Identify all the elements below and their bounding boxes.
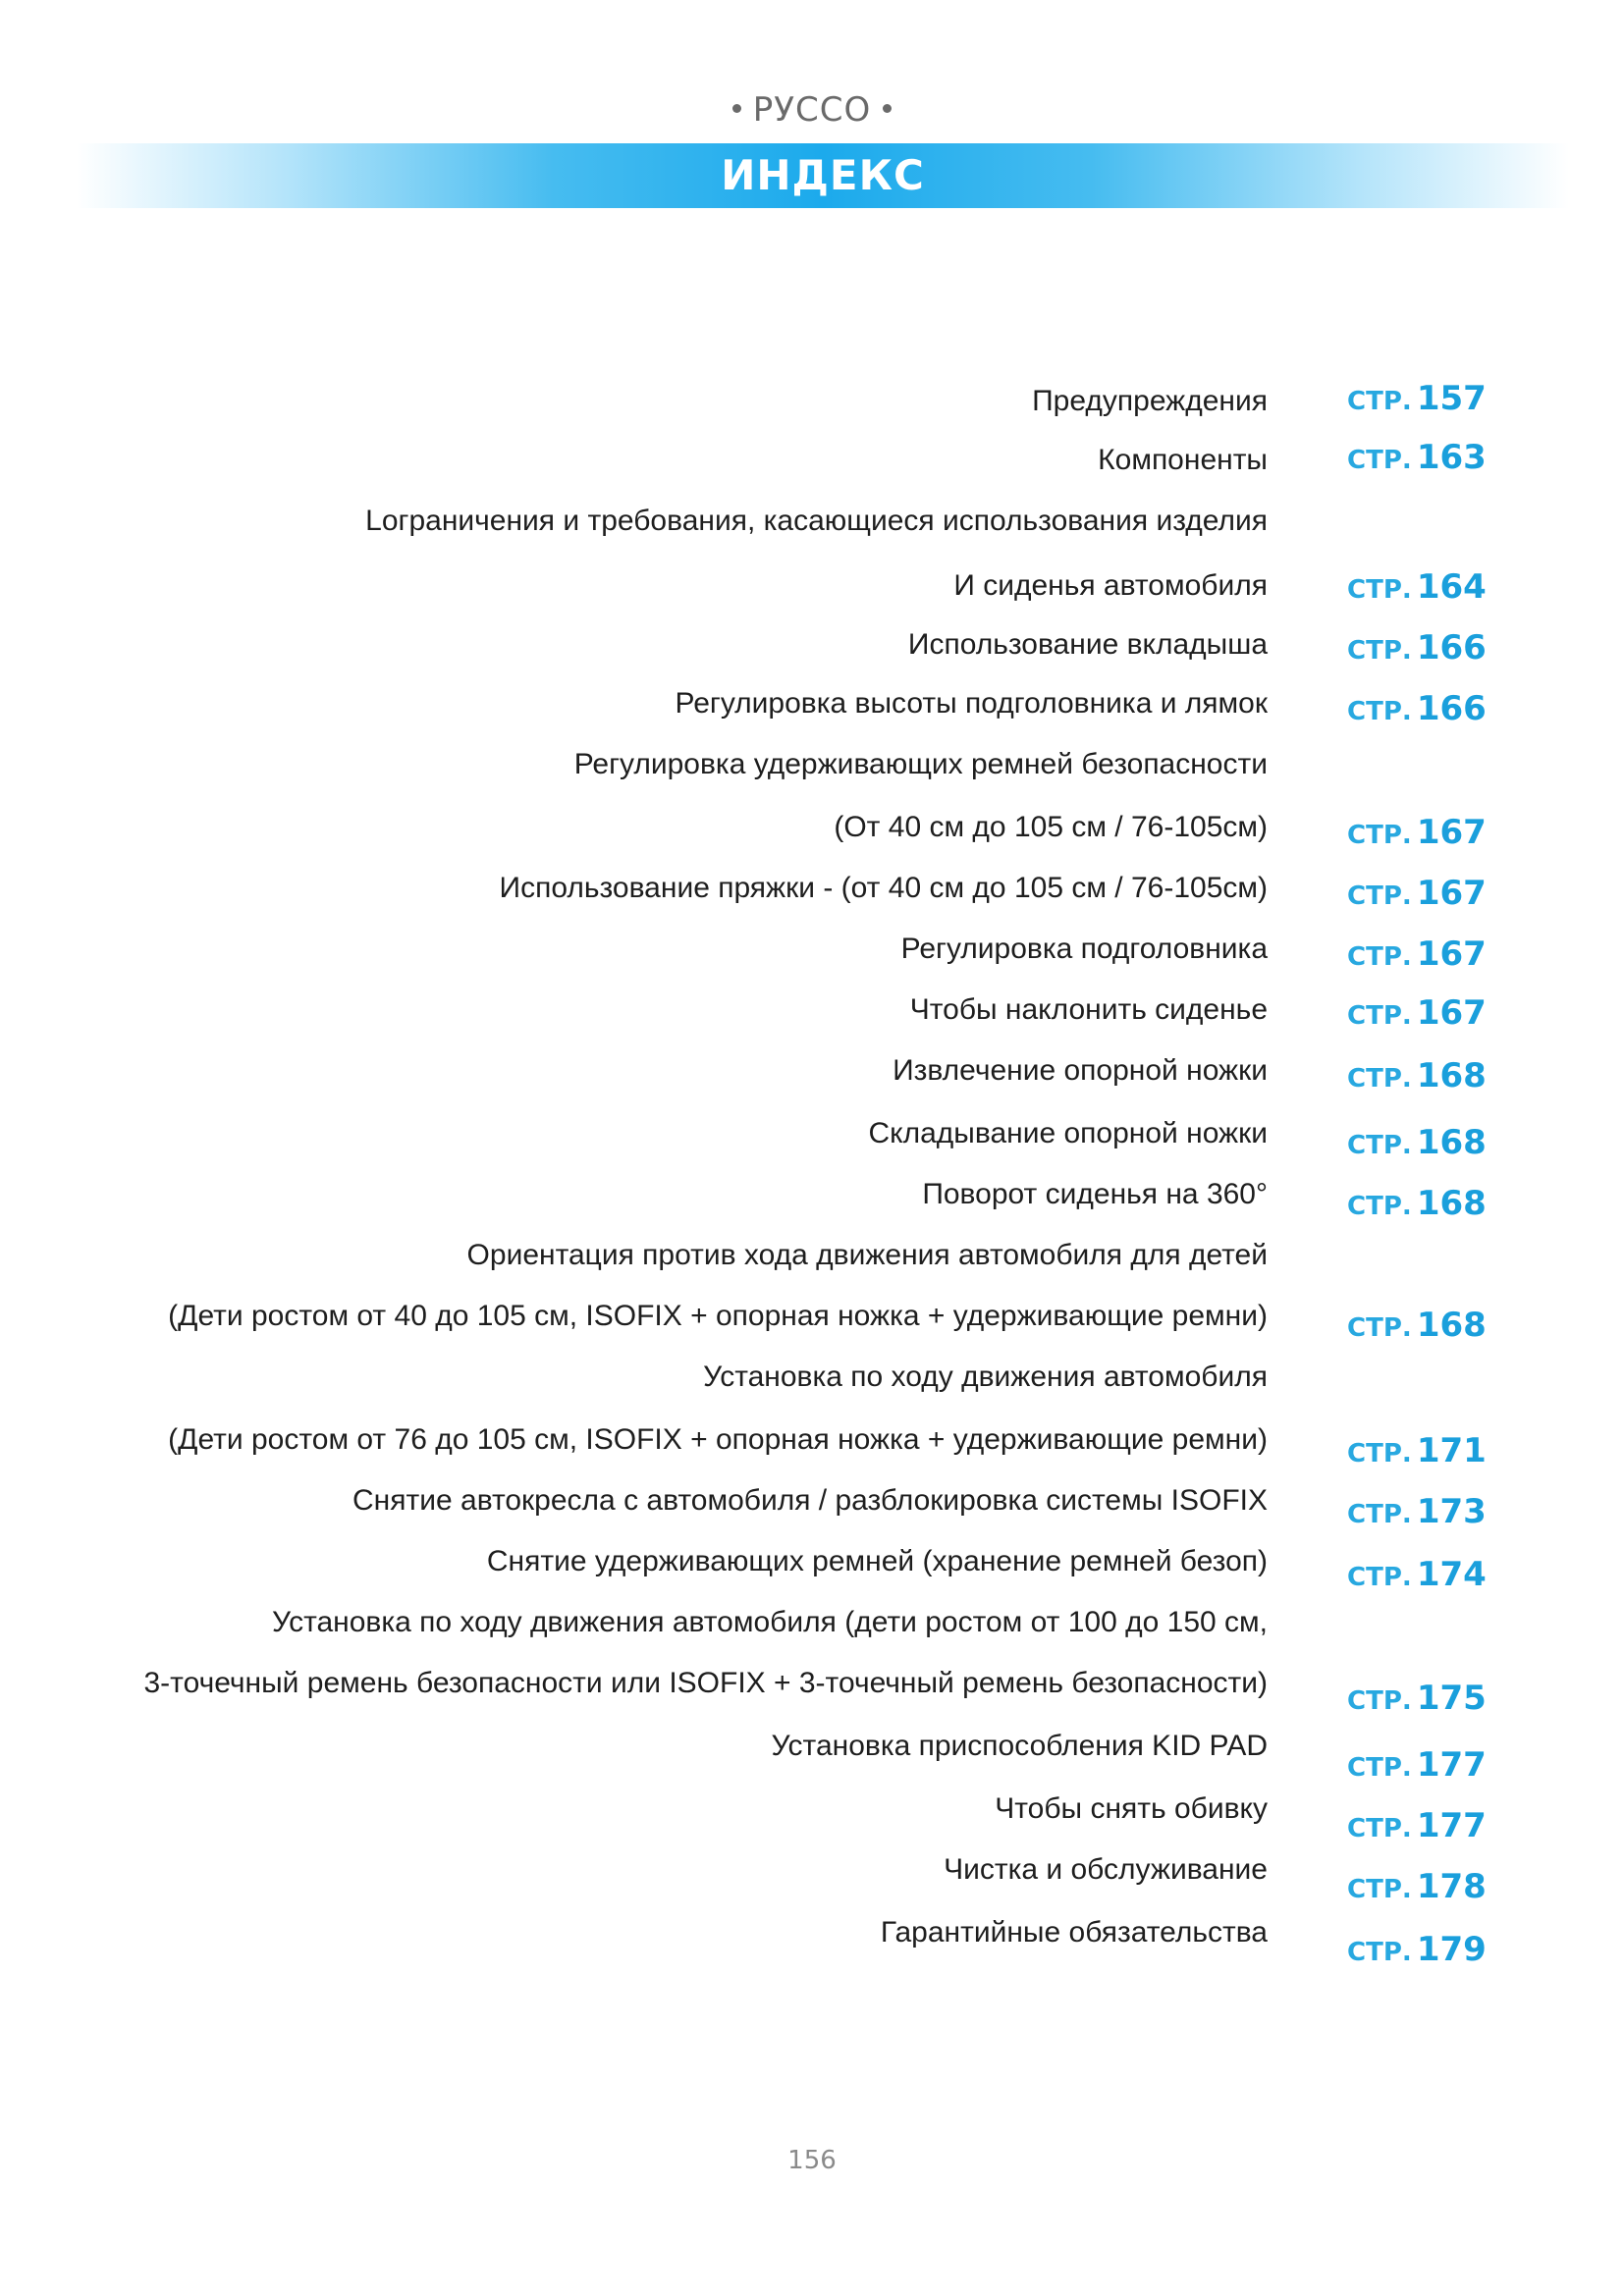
toc-entry-page — [1347, 874, 1487, 913]
toc-entry-label: Предупреждения — [1032, 385, 1268, 417]
toc-entry-page — [1347, 567, 1487, 607]
toc-entry-page — [1347, 934, 1487, 974]
page-number-ref: 173 — [1416, 1492, 1487, 1531]
toc-entry-label: Регулировка удерживающих ремней безопасности — [573, 748, 1268, 780]
toc-entry-label: Ориентация против хода движения автомобиля для детей — [466, 1239, 1268, 1271]
page-number-ref: 164 — [1416, 567, 1487, 607]
page-number-ref: 166 — [1416, 689, 1487, 728]
toc-entry-label: Компоненты — [1098, 444, 1268, 476]
toc-entry-label: (Дети ростом от 76 до 105 см, ISOFIX + опорная ножка + удерживающие ремни) — [168, 1423, 1268, 1456]
toc-entry-page — [1347, 379, 1487, 418]
toc-entry-label: Lограничения и требования, касающиеся использования изделия — [365, 505, 1268, 537]
toc-entry-label: И сиденья автомобиля — [953, 569, 1268, 602]
toc-entry-label: Чтобы наклонить сиденье — [909, 993, 1268, 1026]
page-number-ref: 167 — [1416, 874, 1487, 913]
page-number-ref: 179 — [1416, 1930, 1487, 1969]
page-number-ref: 177 — [1416, 1806, 1487, 1845]
page-prefix: СТР. — [1347, 387, 1412, 416]
page-prefix: СТР. — [1347, 1064, 1412, 1094]
page-number-ref: 157 — [1416, 379, 1487, 418]
page-prefix: СТР. — [1347, 881, 1412, 911]
page-prefix: СТР. — [1347, 1439, 1412, 1468]
toc-entry-page — [1347, 1056, 1487, 1095]
page-prefix: СТР. — [1347, 1192, 1412, 1221]
page-number: 156 — [787, 2146, 837, 2175]
page-number-ref: 168 — [1416, 1184, 1487, 1223]
toc-entry-page — [1347, 1867, 1487, 1906]
page-number-ref: 174 — [1416, 1555, 1487, 1594]
toc-entry-label: (Дети ростом от 40 до 105 см, ISOFIX + опорная ножка + удерживающие ремни) — [168, 1300, 1268, 1332]
page-number-ref: 177 — [1416, 1745, 1487, 1785]
toc-entry-label: Использование вкладыша — [907, 628, 1268, 661]
toc-entry-label: Снятие удерживающих ремней (хранение ремней безоп) — [486, 1545, 1268, 1577]
page-prefix: СТР. — [1347, 446, 1412, 475]
toc-entry-label: Гарантийные обязательства — [880, 1916, 1268, 1949]
page-prefix: СТР. — [1347, 575, 1412, 605]
toc-entry-page — [1347, 1123, 1487, 1162]
toc-entry-label: Чистка и обслуживание — [944, 1853, 1268, 1886]
page-prefix: СТР. — [1347, 1753, 1412, 1783]
toc-entry-page — [1347, 1806, 1487, 1845]
page-prefix: СТР. — [1347, 1500, 1412, 1529]
toc-entry-page — [1347, 1184, 1487, 1223]
page-number-ref: 167 — [1416, 934, 1487, 974]
page-number-ref: 171 — [1416, 1431, 1487, 1470]
toc-entry-label: (От 40 см до 105 см / 76-105см) — [834, 811, 1268, 843]
toc-entry-label: Складывание опорной ножки — [868, 1117, 1268, 1149]
toc-entry-label: Извлечение опорной ножки — [893, 1054, 1268, 1087]
page-number-ref: 163 — [1416, 438, 1487, 477]
toc-entry-page — [1347, 438, 1487, 477]
page-prefix: СТР. — [1347, 1938, 1412, 1967]
toc-entry-label: Поворот сиденья на 360° — [922, 1178, 1268, 1210]
page-title: ИНДЕКС — [721, 151, 925, 199]
page-number-ref: 166 — [1416, 628, 1487, 667]
page-number-ref: 168 — [1416, 1123, 1487, 1162]
page-number-ref: 168 — [1416, 1306, 1487, 1345]
page-number-ref: 167 — [1416, 993, 1487, 1033]
page-prefix: СТР. — [1347, 636, 1412, 666]
language-label: РУССО — [752, 90, 872, 130]
page-prefix: СТР. — [1347, 821, 1412, 850]
page-prefix: СТР. — [1347, 1686, 1412, 1716]
toc-entry-label: Установка по ходу движения автомобиля — [703, 1361, 1268, 1393]
page-prefix: СТР. — [1347, 1563, 1412, 1592]
toc-entry-page — [1347, 1679, 1487, 1718]
toc-entry-label: Установка приспособления KID PAD — [771, 1730, 1268, 1762]
toc-entry-page — [1347, 1745, 1487, 1785]
toc-entry-label: Снятие автокресла с автомобиля / разблокировка системы ISOFIX — [352, 1484, 1268, 1517]
page-prefix: СТР. — [1347, 1001, 1412, 1031]
page-prefix: СТР. — [1347, 1875, 1412, 1904]
toc-entry-label: Регулировка подголовника — [900, 933, 1268, 965]
toc-entry-label: Регулировка высоты подголовника и лямок — [675, 687, 1268, 720]
page-prefix: СТР. — [1347, 1131, 1412, 1160]
page-prefix: СТР. — [1347, 942, 1412, 972]
toc-entry-label: Установка по ходу движения автомобиля (дети ростом от 100 до 150 см, — [272, 1606, 1268, 1638]
page-prefix: СТР. — [1347, 1814, 1412, 1843]
toc-entry-page — [1347, 689, 1487, 728]
toc-entry-page — [1347, 1555, 1487, 1594]
toc-entry-page — [1347, 1431, 1487, 1470]
toc-entry-label: Чтобы снять обивку — [995, 1792, 1268, 1825]
page-prefix: СТР. — [1347, 1313, 1412, 1343]
toc-entry-page — [1347, 1492, 1487, 1531]
page-number-ref: 167 — [1416, 813, 1487, 852]
page-number-ref: 175 — [1416, 1679, 1487, 1718]
toc-entry-page — [1347, 1306, 1487, 1345]
toc-entry-label: 3-точечный ремень безопасности или ISOFIX + 3-точечный ремень безопасности) — [143, 1667, 1268, 1699]
toc-entry-page — [1347, 628, 1487, 667]
page-number-ref: 178 — [1416, 1867, 1487, 1906]
page-prefix: СТР. — [1347, 697, 1412, 726]
toc-entry-page — [1347, 813, 1487, 852]
page-number-ref: 168 — [1416, 1056, 1487, 1095]
toc-entry-page — [1347, 993, 1487, 1033]
toc-entry-label: Использование пряжки - (от 40 см до 105 см / 76-105см) — [499, 872, 1268, 904]
toc-entry-page — [1347, 1930, 1487, 1969]
